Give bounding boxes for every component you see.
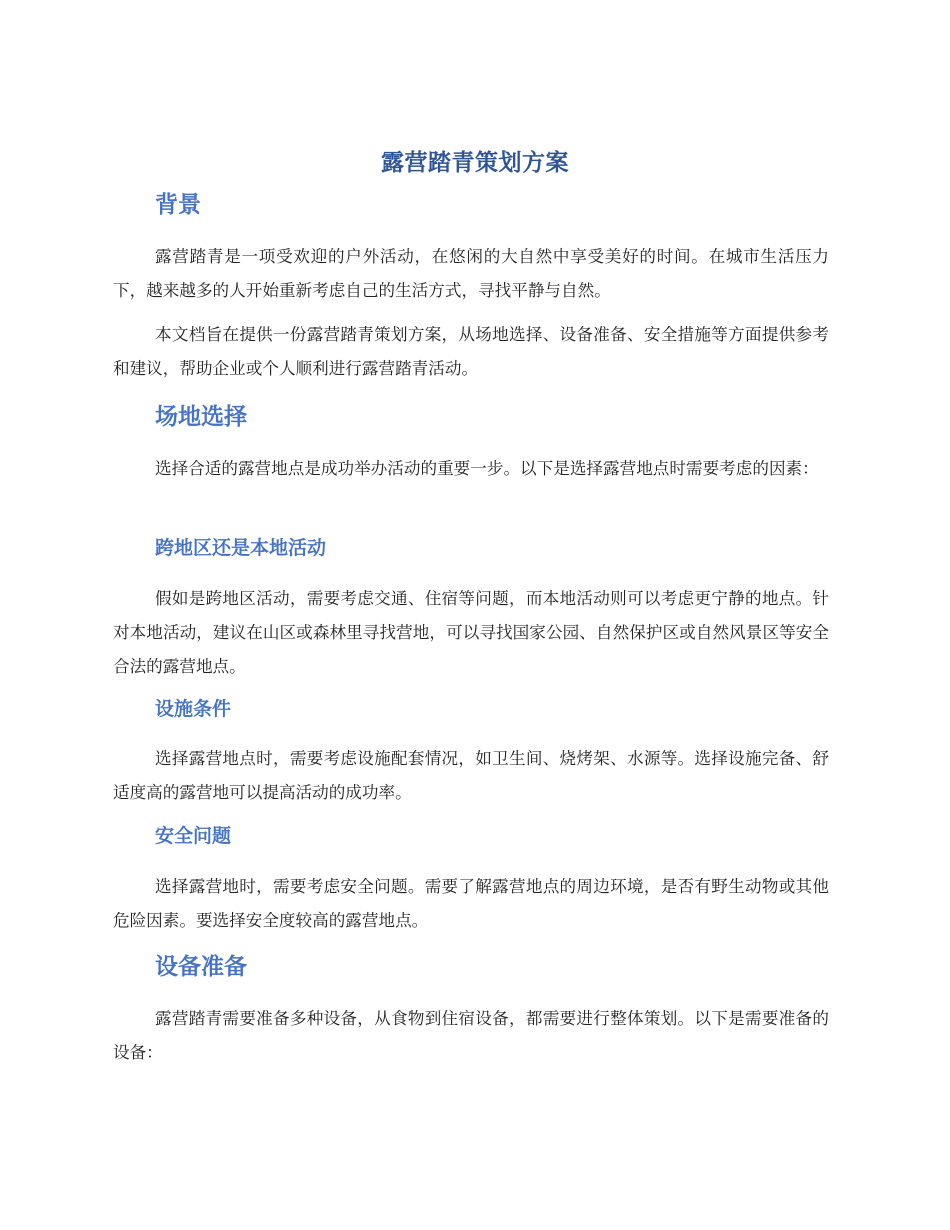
- heading-facilities: 设施条件: [155, 698, 232, 720]
- document-title: 露营踏青策划方案: [381, 150, 569, 176]
- paragraph-background-1: 露营踏青是一项受欢迎的户外活动，在悠闲的大自然中享受美好的时间。在城市生活压力下，越来越多的人开始重新考虑自己的生活方式，寻找平静与自然。: [113, 247, 829, 300]
- heading-background: 背景: [155, 192, 201, 218]
- heading-site-selection: 场地选择: [155, 404, 247, 430]
- paragraph-equipment-intro: 露营踏青需要准备多种设备，从食物到住宿设备，都需要进行整体策划。以下是需要准备的设备：: [113, 1009, 829, 1062]
- paragraph-background-2: 本文档旨在提供一份露营踏青策划方案，从场地选择、设备准备、安全措施等方面提供参考和建议，帮助企业或个人顺利进行露营踏青活动。: [113, 325, 829, 378]
- heading-cross-region: 跨地区还是本地活动: [155, 537, 327, 559]
- paragraph-facilities: 选择露营地点时，需要考虑设施配套情况，如卫生间、烧烤架、水源等。选择设施完备、舒适度高的露营地可以提高活动的成功率。: [113, 749, 829, 802]
- heading-equipment: 设备准备: [155, 954, 247, 980]
- paragraph-site-intro: 选择合适的露营地点是成功举办活动的重要一步。以下是选择露营地点时需要考虑的因素：: [155, 459, 819, 478]
- heading-safety: 安全问题: [155, 825, 232, 847]
- paragraph-cross-region: 假如是跨地区活动，需要考虑交通、住宿等问题，而本地活动则可以考虑更宁静的地点。针对本地活动，建议在山区或森林里寻找营地，可以寻找国家公园、自然保护区或自然风景区等安全合法的露营地点。: [113, 589, 829, 676]
- paragraph-safety: 选择露营地时，需要考虑安全问题。需要了解露营地点的周边环境，是否有野生动物或其他危险因素。要选择安全度较高的露营地点。: [113, 877, 829, 930]
